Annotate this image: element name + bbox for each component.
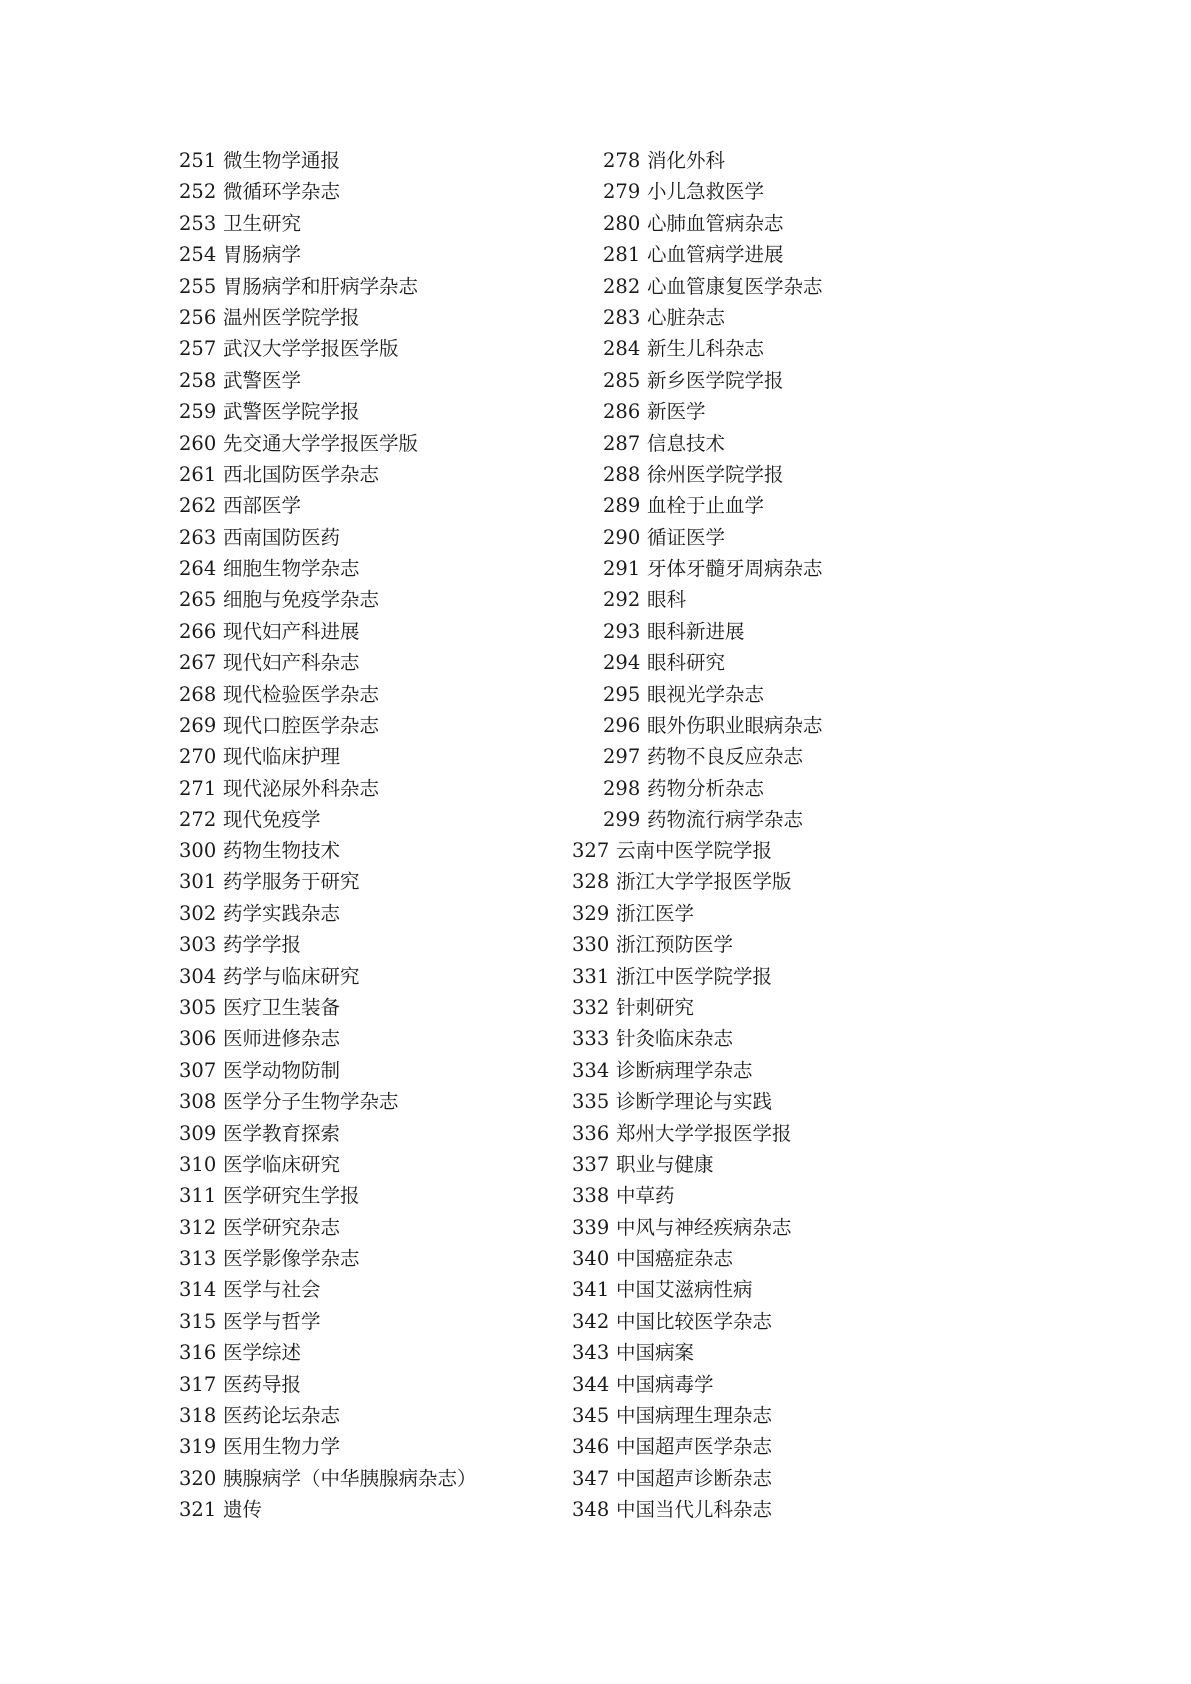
journal-list-item [572,1431,792,1462]
journal-list-item [603,616,823,647]
journal-list-item [179,553,418,584]
journal-title: 微生物学通报 [223,149,341,172]
journal-number: 327 [572,839,610,862]
journal-list-item [603,302,823,333]
journal-list-item [179,302,418,333]
journal-title: 医药论坛杂志 [223,1404,341,1428]
journal-title: 医用生物力学 [223,1435,341,1459]
journal-list-item [179,1149,477,1180]
journal-title: 医药导报 [223,1372,302,1396]
journal-number: 312 [179,1215,217,1239]
journal-number: 261 [179,462,217,486]
journal-number: 330 [572,933,610,957]
journal-title: 郑州大学学报医学报 [616,1121,792,1145]
journal-number: 251 [179,149,217,172]
journal-title: 中国超声诊断杂志 [616,1466,773,1490]
journal-number: 278 [603,149,641,172]
journal-list-item [179,1337,477,1368]
journal-list-item [179,522,418,553]
journal-number: 314 [179,1278,217,1302]
journal-title: 浙江中医学院学报 [616,964,773,988]
journal-number: 259 [179,400,217,424]
journal-list-item [572,1306,792,1337]
journal-title: 医学临床研究 [223,1152,341,1176]
journal-list-item [603,176,823,207]
journal-title: 中国病案 [616,1341,695,1365]
journal-list-item [572,1369,792,1400]
journal-number: 346 [572,1435,610,1459]
journal-number: 270 [179,745,217,769]
journal-list-item [179,1400,477,1431]
journal-title: 眼科新进展 [647,619,745,643]
journal-list-item [572,1274,792,1305]
journal-number: 282 [603,274,641,298]
journal-number: 287 [603,431,641,455]
journal-title: 中国艾滋病性病 [616,1278,753,1302]
journal-number: 343 [572,1341,610,1365]
journal-title: 浙江预防医学 [616,933,734,957]
journal-title: 循证医学 [647,525,726,549]
journal-list-item [603,333,823,364]
journal-title: 药物分析杂志 [647,776,765,800]
journal-title: 心血管康复医学杂志 [647,274,823,298]
journal-number: 269 [179,714,217,738]
journal-title: 药物不良反应杂志 [647,745,804,769]
journal-list-item [603,647,823,678]
journal-title: 浙江大学学报医学版 [616,870,792,894]
journal-list-block-2-right-column [572,835,792,1526]
journal-number: 300 [179,839,217,862]
journal-list-item [603,773,823,804]
journal-number: 339 [572,1215,610,1239]
journal-list-item [179,396,418,427]
journal-number: 331 [572,964,610,988]
journal-number: 344 [572,1372,610,1396]
journal-list-item [179,679,418,710]
journal-title: 新医学 [647,400,706,424]
journal-number: 299 [603,808,641,832]
journal-number: 309 [179,1121,217,1145]
journal-number: 267 [179,651,217,675]
journal-list-item [179,1118,477,1149]
journal-list-item [572,1118,792,1149]
journal-title: 血栓于止血学 [647,494,765,518]
journal-title: 武汉大学学报医学版 [223,337,399,361]
journal-title: 诊断病理学杂志 [616,1058,753,1082]
journal-number: 288 [603,462,641,486]
journal-title: 眼外伤职业眼病杂志 [647,714,823,738]
journal-list-item [603,459,823,490]
journal-list-item [179,835,477,866]
journal-list-item [179,176,418,207]
journal-list-item [179,208,418,239]
journal-title: 医学与哲学 [223,1309,321,1333]
journal-number: 328 [572,870,610,894]
journal-title: 徐州医学院学报 [647,462,784,486]
journal-list-item [179,145,418,176]
journal-list-item [572,1337,792,1368]
journal-list-item [179,929,477,960]
journal-title: 武警医学 [223,368,302,392]
journal-number: 306 [179,1027,217,1051]
journal-list-item [572,1086,792,1117]
journal-list-item [179,898,477,929]
journal-list-item [603,584,823,615]
journal-title: 微循环学杂志 [223,180,341,204]
journal-list-item [179,773,418,804]
journal-number: 301 [179,870,217,894]
journal-title: 胰腺病学（中华胰腺病杂志） [223,1466,477,1490]
journal-number: 329 [572,901,610,925]
journal-title: 现代临床护理 [223,745,341,769]
journal-list-item [572,1463,792,1494]
journal-title: 药学与临床研究 [223,964,360,988]
journal-title: 药学学报 [223,933,302,957]
journal-title: 新生儿科杂志 [647,337,765,361]
journal-number: 316 [179,1341,217,1365]
journal-number: 286 [603,400,641,424]
journal-title: 现代妇产科进展 [223,619,360,643]
journal-list-item [603,553,823,584]
journal-list-item [603,271,823,302]
journal-number: 302 [179,901,217,925]
journal-number: 310 [179,1152,217,1176]
journal-list-item [572,1400,792,1431]
journal-list-item [179,741,418,772]
journal-title: 卫生研究 [223,211,302,235]
journal-list-item [603,239,823,270]
journal-title: 先交通大学学报医学版 [223,431,419,455]
journal-number: 263 [179,525,217,549]
journal-title: 眼视光学杂志 [647,682,765,706]
journal-number: 257 [179,337,217,361]
journal-number: 345 [572,1404,610,1428]
journal-number: 334 [572,1058,610,1082]
journal-title: 医学研究生学报 [223,1184,360,1208]
journal-list-item [179,1212,477,1243]
journal-number: 340 [572,1247,610,1271]
journal-title: 中国病理生理杂志 [616,1404,773,1428]
journal-list-item [603,428,823,459]
journal-list-item [179,1243,477,1274]
journal-number: 336 [572,1121,610,1145]
journal-title: 消化外科 [647,149,726,172]
journal-number: 297 [603,745,641,769]
journal-list-item [179,1086,477,1117]
journal-list-item [179,1494,477,1525]
journal-list-item [179,710,418,741]
journal-list-item [179,804,418,835]
journal-title: 医学分子生物学杂志 [223,1090,399,1114]
journal-number: 294 [603,651,641,675]
journal-list-item [572,898,792,929]
journal-list-item [179,992,477,1023]
journal-number: 256 [179,305,217,329]
journal-title: 心肺血管病杂志 [647,211,784,235]
journal-list-item [572,992,792,1023]
journal-list-item [179,961,477,992]
journal-title: 职业与健康 [616,1152,714,1176]
journal-title: 眼科 [647,588,687,612]
journal-list-item [179,616,418,647]
journal-list-item [603,490,823,521]
journal-title: 药物生物技术 [223,839,341,862]
journal-list-item [572,961,792,992]
journal-number: 307 [179,1058,217,1082]
journal-list-item [179,1274,477,1305]
journal-number: 332 [572,995,610,1019]
journal-number: 285 [603,368,641,392]
journal-title: 中风与神经疾病杂志 [616,1215,792,1239]
journal-title: 信息技术 [647,431,726,455]
journal-title: 医疗卫生装备 [223,995,341,1019]
journal-title: 遗传 [223,1498,263,1522]
journal-list-item [179,333,418,364]
journal-list-item [179,866,477,897]
journal-list-block-2-left-column [179,835,477,1526]
journal-list-item [572,1243,792,1274]
journal-list-item [179,428,418,459]
journal-title: 诊断学理论与实践 [616,1090,773,1114]
journal-number: 252 [179,180,217,204]
journal-number: 266 [179,619,217,643]
journal-number: 313 [179,1247,217,1271]
journal-number: 311 [179,1184,217,1208]
journal-title: 西南国防医药 [223,525,341,549]
journal-title: 现代妇产科杂志 [223,651,360,675]
journal-list-item [603,145,823,176]
journal-number: 280 [603,211,641,235]
journal-title: 心脏杂志 [647,305,726,329]
journal-title: 浙江医学 [616,901,695,925]
journal-list-item [179,647,418,678]
journal-list-item [603,710,823,741]
journal-number: 284 [603,337,641,361]
journal-number: 318 [179,1404,217,1428]
journal-number: 289 [603,494,641,518]
journal-list-item [603,522,823,553]
journal-number: 253 [179,211,217,235]
journal-title: 牙体牙髓牙周病杂志 [647,557,823,581]
journal-list-item [179,271,418,302]
journal-list-item [179,239,418,270]
journal-title: 眼科研究 [647,651,726,675]
journal-number: 319 [179,1435,217,1459]
journal-title: 针灸临床杂志 [616,1027,734,1051]
journal-number: 308 [179,1090,217,1114]
journal-list-block-1-right-column [603,145,823,836]
journal-title: 医学动物防制 [223,1058,341,1082]
journal-number: 268 [179,682,217,706]
journal-title: 药学服务于研究 [223,870,360,894]
journal-list-item [179,584,418,615]
journal-number: 258 [179,368,217,392]
journal-number: 320 [179,1466,217,1490]
journal-list-item [572,929,792,960]
journal-title: 现代泌尿外科杂志 [223,776,380,800]
journal-number: 341 [572,1278,610,1302]
journal-list-item [179,490,418,521]
journal-title: 中国当代儿科杂志 [616,1498,773,1522]
journal-title: 现代口腔医学杂志 [223,714,380,738]
journal-number: 337 [572,1152,610,1176]
journal-number: 265 [179,588,217,612]
journal-number: 304 [179,964,217,988]
journal-number: 283 [603,305,641,329]
journal-list-item [572,1023,792,1054]
journal-title: 温州医学院学报 [223,305,360,329]
journal-list-item [179,1055,477,1086]
journal-title: 西北国防医学杂志 [223,462,380,486]
journal-list-item [603,396,823,427]
journal-title: 中国病毒学 [616,1372,714,1396]
journal-title: 针刺研究 [616,995,695,1019]
journal-number: 338 [572,1184,610,1208]
journal-list-item [179,1369,477,1400]
journal-list-block-1-left-column [179,145,418,836]
journal-number: 264 [179,557,217,581]
journal-title: 药学实践杂志 [223,901,341,925]
journal-title: 中草药 [616,1184,675,1208]
journal-title: 医学综述 [223,1341,302,1365]
journal-list-item [603,804,823,835]
journal-title: 医学研究杂志 [223,1215,341,1239]
journal-number: 281 [603,243,641,267]
journal-list-item [572,866,792,897]
journal-number: 271 [179,776,217,800]
journal-number: 255 [179,274,217,298]
journal-list-item [572,1212,792,1243]
journal-number: 303 [179,933,217,957]
journal-title: 中国癌症杂志 [616,1247,734,1271]
journal-list-item [179,1023,477,1054]
journal-number: 290 [603,525,641,549]
journal-number: 292 [603,588,641,612]
journal-list-item [603,208,823,239]
journal-list-item [572,1180,792,1211]
journal-title: 武警医学院学报 [223,400,360,424]
journal-title: 医学教育探索 [223,1121,341,1145]
journal-title: 西部医学 [223,494,302,518]
journal-list-item [179,1306,477,1337]
journal-title: 药物流行病学杂志 [647,808,804,832]
journal-list-item [603,741,823,772]
journal-list-item [179,459,418,490]
journal-list-item [603,365,823,396]
journal-title: 现代检验医学杂志 [223,682,380,706]
journal-title: 现代免疫学 [223,808,321,832]
journal-list-item [572,1494,792,1525]
journal-title: 心血管病学进展 [647,243,784,267]
journal-number: 262 [179,494,217,518]
journal-list-item [179,365,418,396]
journal-number: 305 [179,995,217,1019]
journal-number: 315 [179,1309,217,1333]
journal-title: 细胞与免疫学杂志 [223,588,380,612]
journal-number: 291 [603,557,641,581]
journal-list-item [179,1180,477,1211]
journal-title: 胃肠病学 [223,243,302,267]
journal-number: 296 [603,714,641,738]
journal-title: 医学影像学杂志 [223,1247,360,1271]
journal-number: 342 [572,1309,610,1333]
journal-number: 317 [179,1372,217,1396]
journal-list-item [572,1055,792,1086]
journal-title: 新乡医学院学报 [647,368,784,392]
journal-list-item [179,1463,477,1494]
journal-number: 298 [603,776,641,800]
journal-list-item [572,1149,792,1180]
journal-title: 中国比较医学杂志 [616,1309,773,1333]
journal-number: 279 [603,180,641,204]
journal-number: 348 [572,1498,610,1522]
journal-number: 254 [179,243,217,267]
journal-number: 293 [603,619,641,643]
journal-title: 小儿急救医学 [647,180,765,204]
journal-number: 333 [572,1027,610,1051]
journal-title: 云南中医学院学报 [616,839,773,862]
journal-number: 321 [179,1498,217,1522]
journal-list-item [179,1431,477,1462]
journal-number: 272 [179,808,217,832]
journal-number: 335 [572,1090,610,1114]
journal-title: 医学与社会 [223,1278,321,1302]
journal-list-item [603,679,823,710]
journal-title: 医师进修杂志 [223,1027,341,1051]
journal-number: 295 [603,682,641,706]
journal-number: 260 [179,431,217,455]
journal-number: 347 [572,1466,610,1490]
journal-title: 中国超声医学杂志 [616,1435,773,1459]
journal-title: 细胞生物学杂志 [223,557,360,581]
journal-list-item [572,835,792,866]
journal-title: 胃肠病学和肝病学杂志 [223,274,419,298]
